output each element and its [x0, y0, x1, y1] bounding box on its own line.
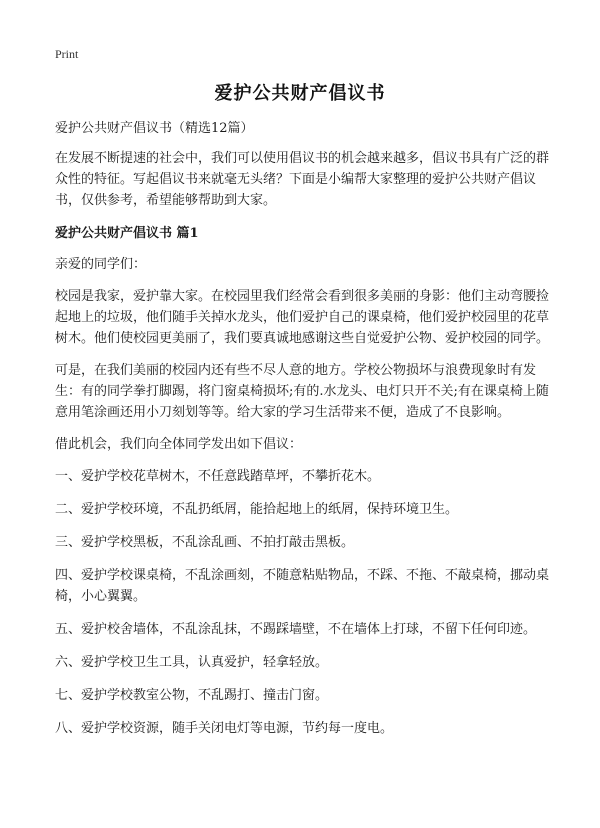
body-paragraph: 可是，在我们美丽的校园内还有些不尽人意的地方。学校公物损坏与浪费现象时有发生：有的同学拳打脚踢，将门窗桌椅损坏;有的.水龙头、电灯只开不关;有在课桌椅上随意用笔涂画还用小刀刻划等等。给大家的学习生活带来不便，造成了不良影响。: [55, 363, 549, 420]
body-paragraph: 校园是我家，爱护靠大家。在校园里我们经常会看到很多美丽的身影：他们主动弯腰捡起地上的垃圾，他们随手关掉水龙头，他们爱护自己的课桌椅，他们爱护校园里的花草树木。他们使校园更美丽了，我们要真诚地感谢这些自觉爱护公物、爱护校园的同学。: [55, 289, 550, 346]
intro-paragraph: 在发展不断提速的社会中，我们可以使用倡议书的机会越来越多，倡议书具有广泛的群众性的特征。写起倡议书来就毫无头绪？下面是小编帮大家整理的爱护公共财产倡议书，仅供参考，希望能够帮助到大家。: [55, 151, 550, 208]
proposal-item: 六、爱护学校卫生工具，认真爱护，轻拿轻放。: [55, 655, 329, 670]
proposal-item: 三、爱护学校黑板，不乱涂乱画、不拍打敲击黑板。: [55, 535, 355, 550]
page-title: 爱护公共财产倡议书: [214, 83, 386, 104]
proposal-item: 五、爱护校舍墙体，不乱涂乱抹，不踢踩墙壁，不在墙体上打球，不留下任何印迹。: [55, 622, 537, 637]
body-paragraph: 借此机会，我们向全体同学发出如下倡议：: [55, 437, 303, 452]
greeting: 亲爱的同学们：: [55, 257, 147, 272]
proposal-item: 四、爱护学校课桌椅，不乱涂画刻，不随意粘贴物品，不踩、不拖、不敲桌椅，挪动桌椅，小心翼翼。: [55, 568, 550, 604]
proposal-item: 二、爱护学校环境，不乱扔纸屑，能拾起地上的纸屑，保持环境卫生。: [55, 502, 459, 517]
document-subtitle: 爱护公共财产倡议书（精选12篇）: [55, 121, 254, 136]
proposal-item: 七、爱护学校教室公物，不乱踢打、撞击门窗。: [55, 688, 329, 703]
document-body: [55, 118, 555, 751]
print-label: Print: [55, 47, 79, 61]
proposal-item: 一、爱护学校花草树木，不任意践踏草坪，不攀折花木。: [55, 469, 381, 484]
section-heading: 爱护公共财产倡议书 篇1: [55, 226, 199, 241]
proposal-item: 八、爱护学校资源，随手关闭电灯等电源，节约每一度电。: [55, 721, 394, 736]
